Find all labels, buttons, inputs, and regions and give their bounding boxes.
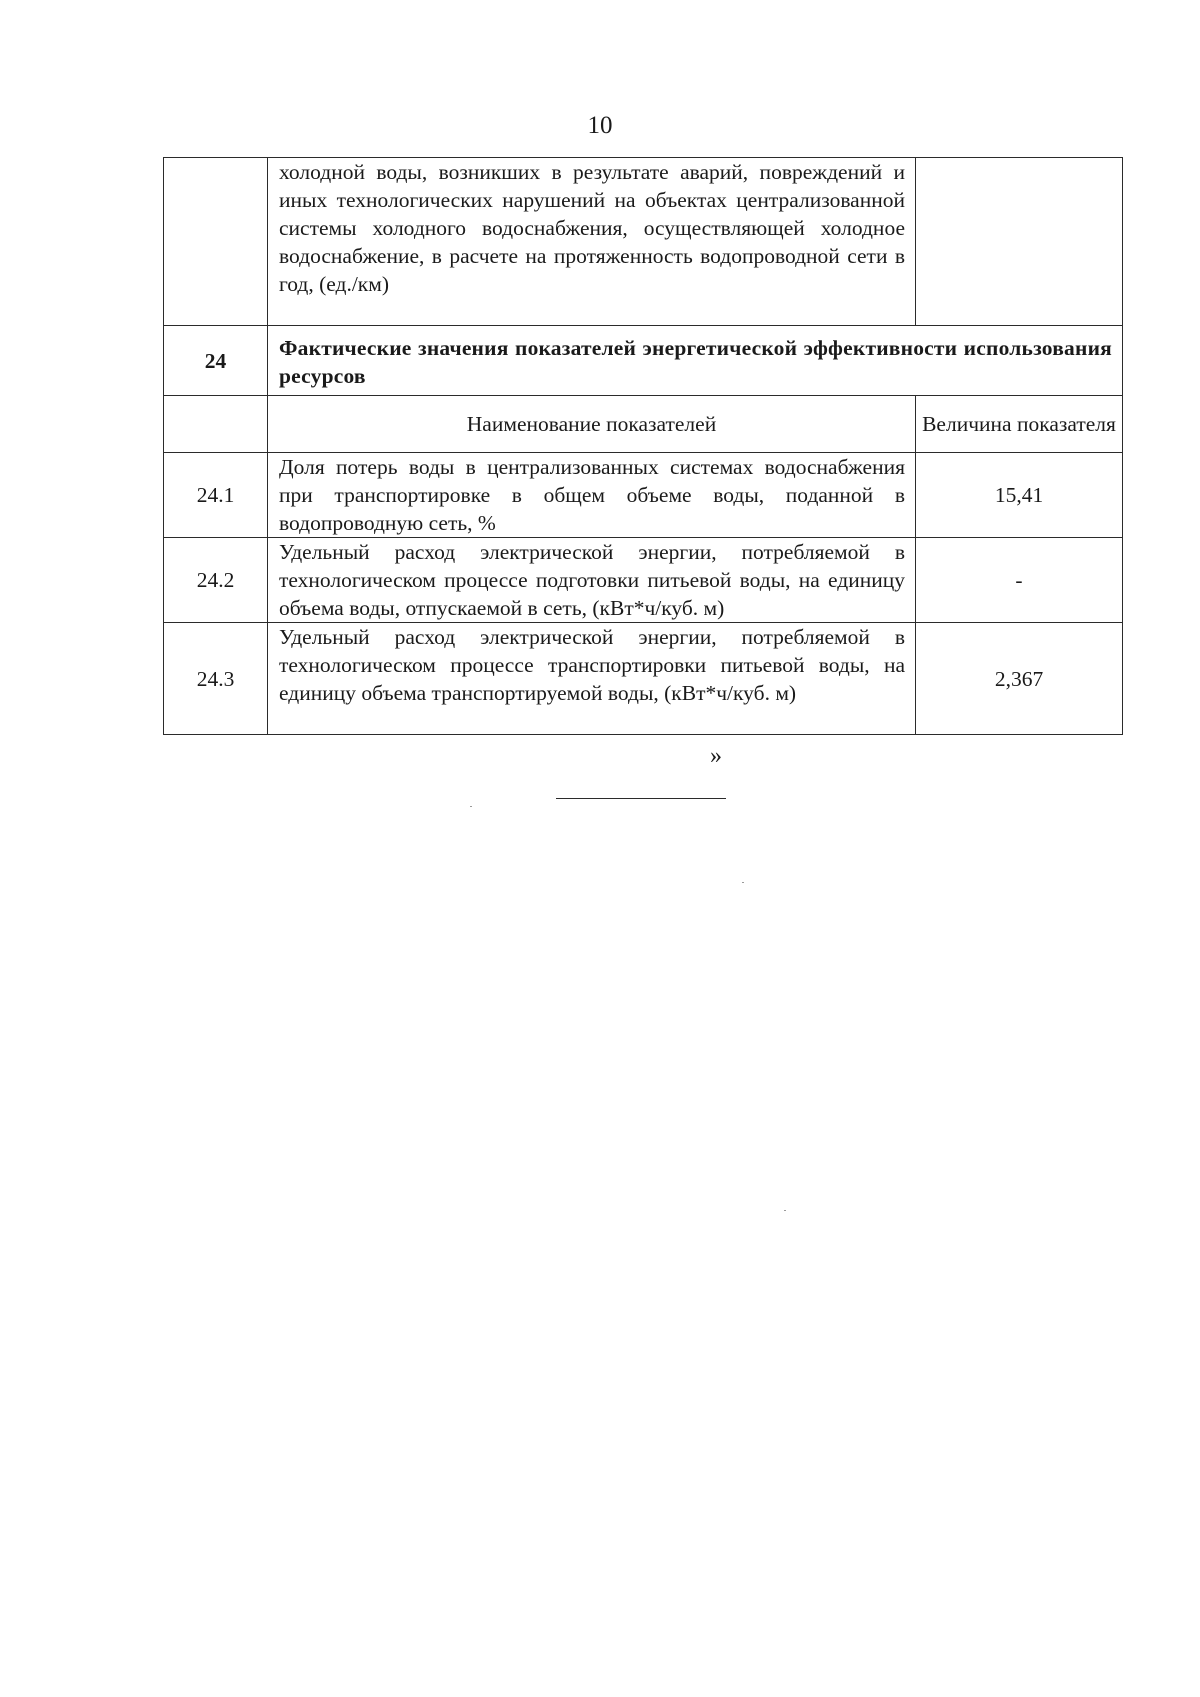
indicator-text: Удельный расход электрической энергии, потребляемой в технологическом процессе транспортировки питьевой воды, на единицу объема транспортируемой воды, (кВт*ч/куб. м) <box>268 623 916 735</box>
indicator-value: 2,367 <box>916 623 1123 735</box>
section-title: Фактические значения показателей энергетической эффективности использования ресурсов <box>268 326 1123 396</box>
table-row <box>164 623 1123 735</box>
column-header-name: Наименование показателей <box>268 396 916 453</box>
row-number: 24.1 <box>164 453 268 538</box>
row-number: 24.3 <box>164 623 268 735</box>
indicator-value <box>916 158 1123 326</box>
section-number: 24 <box>164 326 268 396</box>
indicator-text: холодной воды, возникших в результате аварий, повреждений и иных технологических нарушений на объектах централизованной системы холодного водоснабжения, осуществляющей холодное водоснабжение, в расчете на протяженность водопроводной сети в год, (ед./км) <box>268 158 916 326</box>
section-header-row <box>164 326 1123 396</box>
indicators-table <box>163 157 1123 735</box>
table-row <box>164 538 1123 623</box>
scan-speck <box>784 1210 786 1211</box>
column-header-row <box>164 396 1123 453</box>
closing-quote: » <box>710 743 722 769</box>
indicator-text: Доля потерь воды в централизованных системах водоснабжения при транспортировке в общем объеме воды, поданной в водопроводную сеть, % <box>268 453 916 538</box>
indicator-text: Удельный расход электрической энергии, потребляемой в технологическом процессе подготовки питьевой воды, на единицу объема воды, отпускаемой в сеть, (кВт*ч/куб. м) <box>268 538 916 623</box>
scan-speck <box>470 806 472 807</box>
table-row-continuation <box>164 158 1123 326</box>
page-number: 10 <box>587 112 613 139</box>
table-row <box>164 453 1123 538</box>
column-header-number <box>164 396 268 453</box>
indicator-value: - <box>916 538 1123 623</box>
column-header-value: Величина показателя <box>916 396 1123 453</box>
end-separator-line <box>556 798 726 799</box>
scan-speck <box>742 882 744 883</box>
row-number <box>164 158 268 326</box>
indicator-value: 15,41 <box>916 453 1123 538</box>
row-number: 24.2 <box>164 538 268 623</box>
